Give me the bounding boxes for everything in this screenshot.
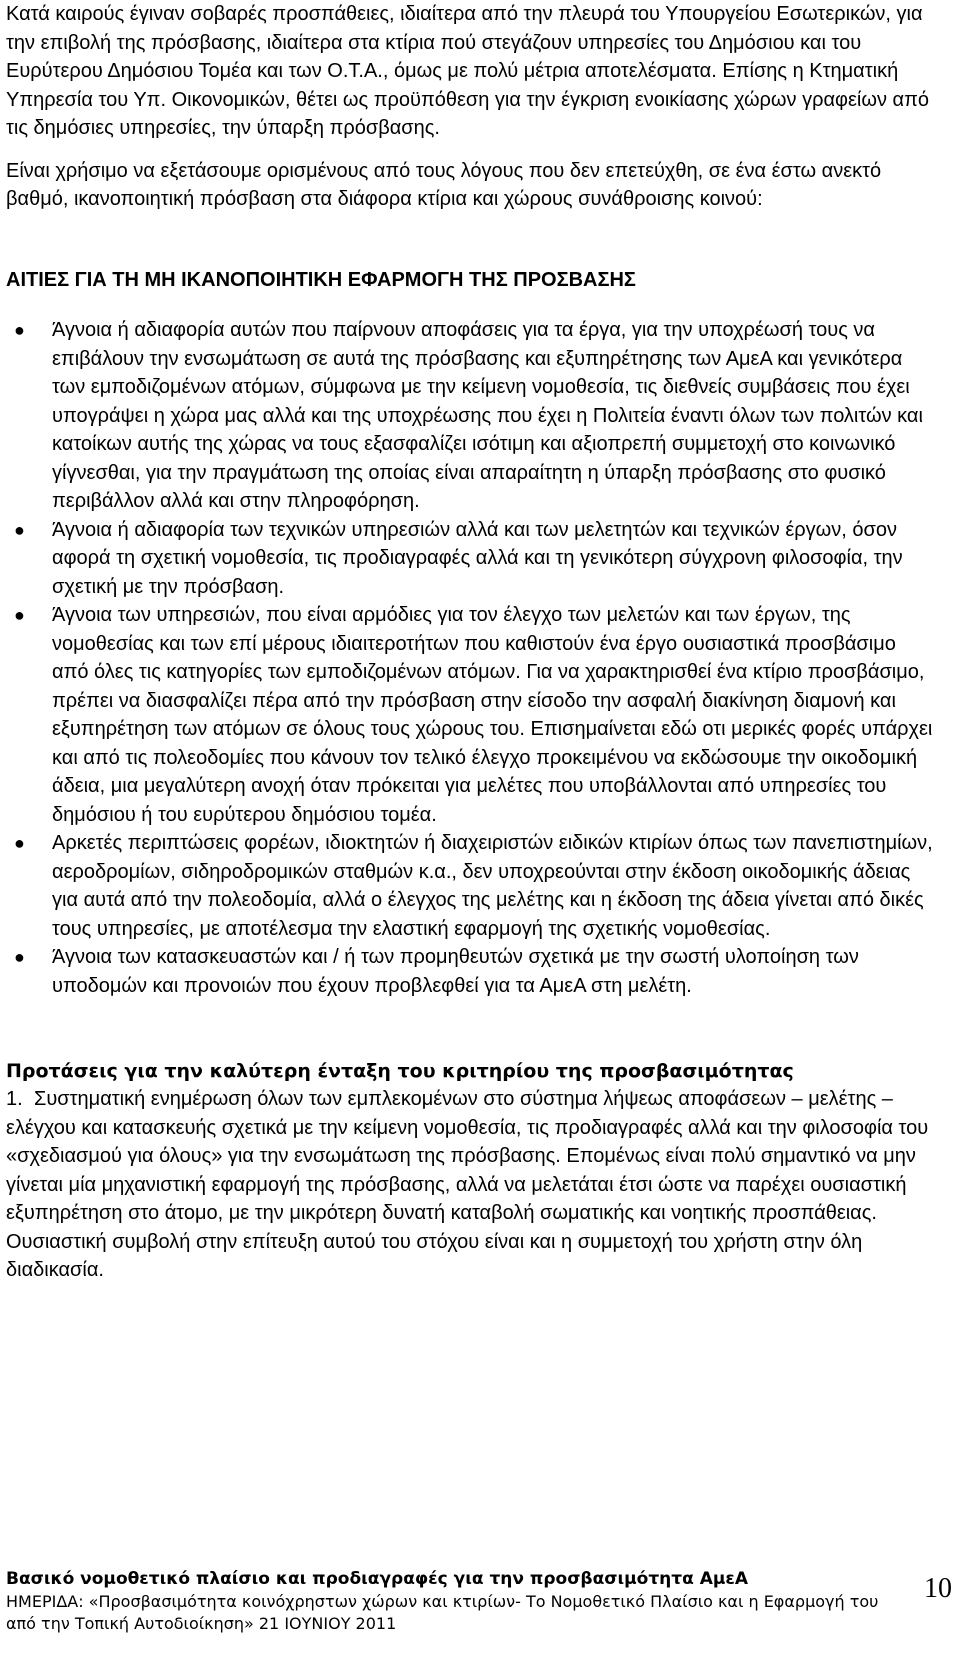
proposal-item [6,1085,936,1285]
list-item-text: Άγνοια ή αδιαφορία των τεχνικών υπηρεσιών αλλά και των μελετητών και τεχνικών έργων, όσον αφορά τη σχετική νομοθεσία, τις προδιαγραφές αλλά και τη γενικότερη σύγχρονη φιλοσοφία, την σχετική με την πρόσβαση. [52,518,903,598]
causes-heading: ΑΙΤΙΕΣ ΓΙΑ ΤΗ ΜΗ ΙΚΑΝΟΠΟΙΗΤΙΚΗ ΕΦΑΡΜΟΓΗ ΤΗΣ ΠΡΟΣΒΑΣΗΣ [6,268,636,291]
list-item-text: Άγνοια των υπηρεσιών, που είναι αρμόδιες για τον έλεγχο των μελετών και των έργων, της νομοθεσίας και των επί μέρους ιδιαιτεροτήτων που καθιστούν ένα έργο ουσιαστικά προσβάσιμο από όλες τις κατηγορίες των εμποδιζομένων ατόμων. Για να χαρακτηρισθεί ένα κτίριο προσβάσιμο, πρέπει να διασφαλίζει πέρα από την πρόσβαση στην είσοδο την ασφαλή διακίνηση διαμονή και εξυπηρέτηση των ατόμων σε όλους τους χώρους του. Επισημαίνεται εδώ οτι μερικές φορές υπάρχει και από τις πολεοδομίες που κάνουν τον τελικό έλεγχο προκειμένου να εκδώσουμε την οικοδομική άδεια, μια μεγαλύτερη ανοχή όταν πρόκειται για μελέτες που υποβάλλονται από υπηρεσίες του δημόσιου ή του ευρύτερου δημόσιου τομέα. [52,604,933,826]
document-body [6,0,936,1285]
list-item [6,943,936,1000]
page-footer [6,1567,946,1635]
bullet-icon: ● [14,519,25,540]
bullet-icon: ● [14,833,25,853]
page-number: 10 [924,1573,952,1604]
list-item [6,829,936,943]
list-item-text: Άγνοια των κατασκευαστών και / ή των προμηθευτών σχετικά με την σωστή υλοποίηση των υποδομών και προνοιών που έχουν προβλεφθεί για τα ΑμεΑ στη μελέτη. [52,946,859,997]
list-item-text: Άγνοια ή αδιαφορία αυτών που παίρνουν αποφάσεις για τα έργα, για την υποχρέωσή τους να επιβάλουν την ενσωμάτωση σε αυτά της πρόσβασης και εξυπηρέτησης των ΑμεΑ και γενικότερα των εμποδιζομένων ατόμων, σύμφωνα με την κείμενη νομοθεσία, τις διεθνείς συμβάσεις που έχει υπογράψει η χώρα μας αλλά και της υποχρέωσης που έχει η Πολιτεία έναντι όλων των πολιτών και κατοίκων αυτής της χώρας να τους εξασφαλίζει ισότιμη και αξιοπρεπή συμμετοχή στο κοινωνικό γίγνεσθαι, για την πραγμάτωση της οποίας είναι απαραίτητη η ύπαρξη πρόσβασης στο φυσικό περιβάλλον αλλά και στην πληροφόρηση. [52,319,923,512]
bullet-icon: ● [14,320,25,340]
bullet-icon: ● [14,947,25,967]
proposal-text: Συστηματική ενημέρωση όλων των εμπλεκομένων στο σύστημα λήψεως αποφάσεων – μελέτης – ελέγχου και κατασκευής σχετικά με την κείμενη νομοθεσία, τις προδιαγραφές αλλά και την φιλοσοφία του «σχεδιασμού για όλους» για την ενσωμάτωση της πρόσβασης. Επομένως είναι πολύ σημαντικό να μην γίνεται μία μηχανιστική εφαρμογή της πρόσβασης, αλλά να μελετάται έτσι ώστε να παρέχει ουσιαστική εξυπηρέτηση στο άτομο, με την μικρότερη δυνατή καταβολή σωματικής και νοητικής προσπάθειας. Ουσιαστική συμβολή στην επίτευξη αυτού του στόχου είναι και η συμμετοχή του χρήστη στην όλη διαδικασία. [6,1088,929,1281]
footer-event-line: ΗΜΕΡΙΔΑ: «Προσβασιμότητα κοινόχρηστων χώρων και κτιρίων- Το Νομοθετικό Πλαίσιο και η Εφαρμογή του [6,1592,879,1611]
footer-event-line: από την Τοπική Αυτοδιοίκηση» 21 ΙΟΥΝΙΟΥ 2011 [6,1614,397,1633]
proposal-number: 1. [6,1088,23,1110]
list-item [6,516,936,602]
list-item-text: Αρκετές περιπτώσεις φορέων, ιδιοκτητών ή διαχειριστών ειδικών κτιρίων όπως των πανεπιστημίων, αεροδρομίων, σιδηροδρομικών σταθμών κ.α., δεν υποχρεούνται στην έκδοση οικοδομικής άδειας για αυτά από την πολεοδομία, αλλά ο έλεγχος της μελέτης και η έκδοση της άδεια γίνεται από δικές τους υπηρεσίες, με αποτέλεσμα την ελαστική εφαρμογή της σχετικής νομοθεσίας. [52,832,933,940]
footer-title: Βασικό νομοθετικό πλαίσιο και προδιαγραφές για την προσβασιμότητα ΑμεΑ [6,1569,749,1589]
proposals-heading: Προτάσεις για την καλύτερη ένταξη του κριτηρίου της προσβασιμότητας [6,1060,794,1082]
list-item [6,601,936,829]
causes-list [6,316,936,1000]
list-item [6,316,936,516]
intro-paragraph: Κατά καιρούς έγιναν σοβαρές προσπάθειες, ιδιαίτερα από την πλευρά του Υπουργείου Εσωτερικών, για την επιβολή της πρόσβασης, ιδιαίτερα στα κτίρια πού στεγάζουν υπηρεσίες του Δημόσιου και του Ευρύτερου Δημόσιου Τομέα και των Ο.Τ.Α., όμως με πολύ μέτρια αποτελέσματα. Επίσης η Κτηματική Υπηρεσία του Υπ. Οικονομικών, θέτει ως προϋπόθεση για την έγκριση ενοικίασης χώρων γραφείων από τις δημόσιες υπηρεσίες, την ύπαρξη πρόσβασης. [6,3,930,139]
intro-paragraph: Είναι χρήσιμο να εξετάσουμε ορισμένους από τους λόγους που δεν επετεύχθη, σε ένα έστω ανεκτό βαθμό, ικανοποιητική πρόσβαση στα διάφορα κτίρια και χώρους συνάθροισης κοινού: [6,159,882,210]
bullet-icon: ● [14,605,25,625]
